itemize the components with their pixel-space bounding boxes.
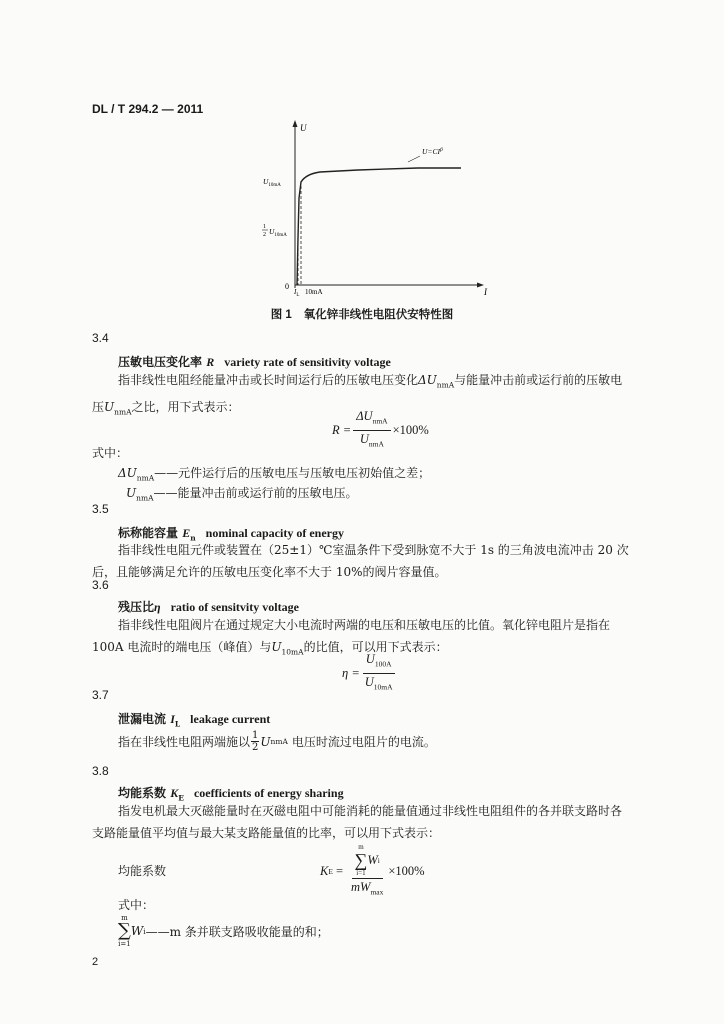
section-number-3-7: 3.7 (92, 688, 109, 702)
caption-number: 图 1 (270, 309, 292, 321)
paragraph-3-8: 指发电机最大灭磁能量时在灭磁电阻中可能消耗的能量值通过非线性电阻组件的各并联支路时各 支路能量值平均值与最大某支路能量值的比率，可以用下式表示： (92, 804, 623, 840)
y-tick-half-den: 2 (263, 232, 266, 238)
x-tick-il: $I_L$ (294, 288, 300, 298)
i-axis-arrow (477, 283, 484, 288)
where-label-3-4: 式中： (92, 446, 129, 460)
paragraph-3-7: 指在非线性电阻两端施以 $\frac{1}{2}$ U nmA 电压时流过电阻片的电流。 (118, 730, 436, 753)
term-heading-3-7: 泄漏电流 $I_L$ leakage current (118, 712, 271, 729)
page-number: 2 (92, 956, 99, 968)
definition-u-nma: $U_{nmA}——$能量冲击前或运行前的压敏电压。 (126, 486, 358, 503)
formula-r: R = $\frac{\Delta U_{nmA}}{U_{nmA}}$ ×100% (332, 409, 429, 448)
term-heading-3-6: 残压比η ratio of sensitvity voltage (118, 600, 299, 614)
formula-ke: K E = m ∑ i=1 W i $mW_{max}$ ×100% (320, 843, 425, 897)
x-tick-10ma: 10mA (305, 288, 323, 296)
origin-label: 0 (285, 282, 289, 291)
definition-sum-w: m ∑ i=1 W i ——m 条并联支路吸收能量的和； (118, 914, 329, 948)
u-axis-arrow (293, 120, 298, 127)
standard-header: DL / T 294.2 — 2011 (92, 102, 204, 116)
figure-caption (0, 306, 724, 322)
section-number-3-6: 3.6 (92, 578, 109, 592)
paragraph-3-5: 指非线性电阻元件或装置在（25±1）℃室温条件下受到脉宽不大于 1s 的三角波电流冲击 20 次 后，且能够满足允许的压敏电压变化率不大于 10%的阀片容量值。 (92, 543, 629, 579)
vi-characteristic-figure (258, 118, 498, 298)
vi-curve (297, 168, 461, 285)
y-tick-half-num: 1 (263, 224, 266, 230)
section-number-3-5: 3.5 (92, 502, 109, 516)
term-heading-3-8: 均能系数 $K_E$ coefficients of energy sharing (118, 786, 344, 803)
caption-text: 氧化锌非线性电阻伏安特性图 (303, 309, 454, 321)
y-tick-half-u10ma: $U_{10mA}$ (269, 227, 287, 238)
paragraph-3-4: 指非线性电阻经能量冲击或长时间运行后的压敏电压变化$\Delta U_{nmA}$与能量冲击前或运行前的压敏电 压$U_{nmA}$之比，用下式表示： (92, 373, 623, 417)
curve-label: $U=CI^\beta$ (422, 147, 443, 156)
y-tick-u10ma: $U_{10mA}$ (263, 177, 281, 188)
term-heading-3-4: 压敏电压变化率 R variety rate of sensitivity voltage (118, 355, 391, 369)
formula-eta: η = $\frac{U_{100A}}{U_{10mA}}$ (342, 652, 393, 691)
where-label-3-8: 式中： (118, 898, 155, 912)
section-number-3-4: 3.4 (92, 331, 109, 345)
i-axis-label: I (484, 287, 487, 297)
paragraph-3-6: 指非线性电阻阀片在通过规定大小电流时两端的电压和压敏电压的比值。氧化锌电阻片是指在 100A 电流时的端电压（峰值）与$U_{10mA}$的比值，可以用下式表示： (92, 618, 611, 657)
term-heading-3-5: 标称能容量 $E_n$ nominal capacity of energy (118, 526, 344, 543)
formula-label-ke: 均能系数 (118, 864, 167, 878)
u-axis-label: U (300, 123, 307, 133)
curve-label-leader (408, 156, 420, 162)
definition-delta-u: $\Delta U_{nmA}——$元件运行后的压敏电压与压敏电压初始值之差； (118, 466, 431, 483)
section-number-3-8: 3.8 (92, 764, 109, 778)
